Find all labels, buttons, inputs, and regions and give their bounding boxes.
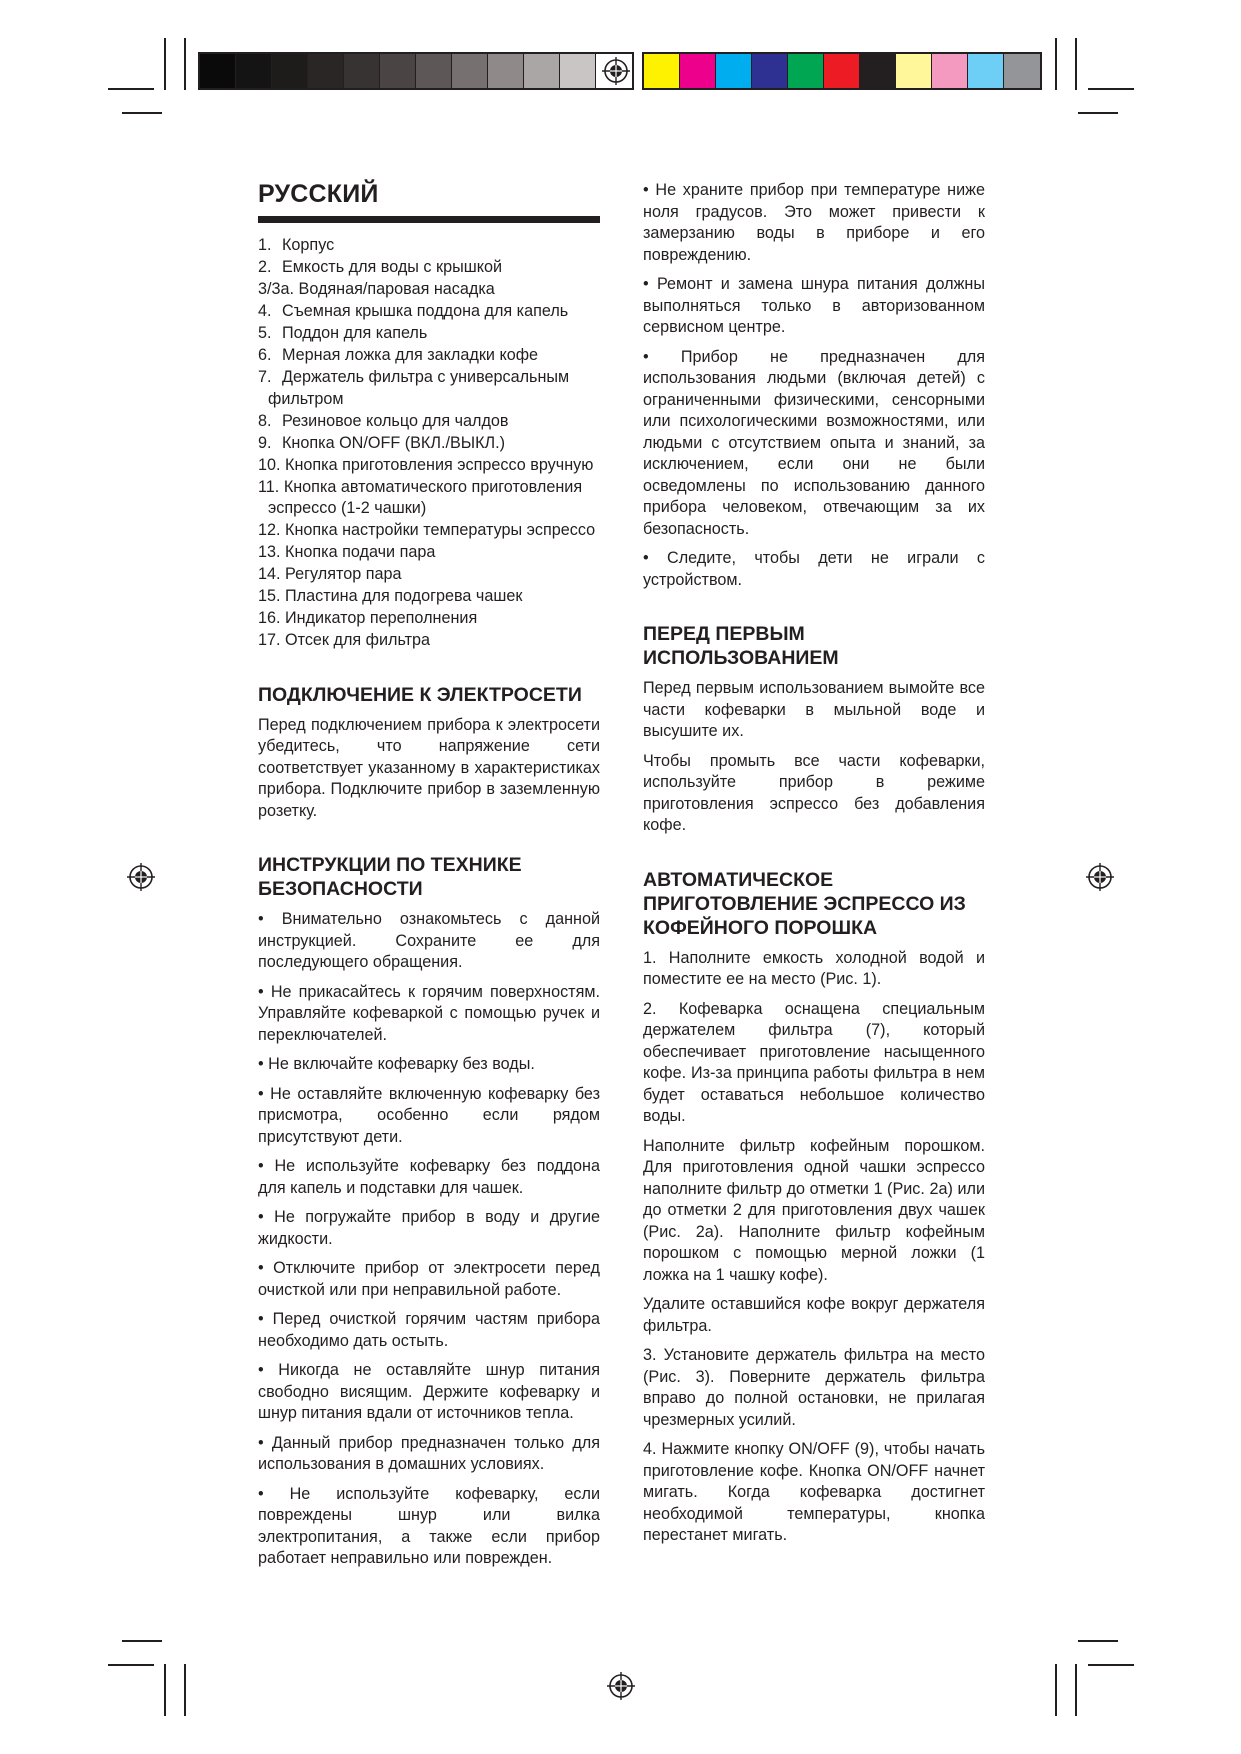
- color-swatch: [716, 54, 752, 88]
- safety-bullet: • Не погружайте прибор в воду и другие жидкости.: [258, 1207, 600, 1250]
- gray-swatch: [416, 54, 452, 88]
- first-use-heading: ПЕРЕД ПЕРВЫМ ИСПОЛЬЗОВАНИЕМ: [643, 623, 839, 669]
- parts-list-item: [258, 235, 600, 257]
- part-number: 8.: [258, 411, 276, 430]
- parts-list-item: [258, 301, 600, 323]
- parts-list-item: [258, 520, 600, 542]
- parts-list-item: [258, 608, 600, 630]
- part-number: 14.: [258, 565, 286, 583]
- part-number: 12.: [258, 521, 286, 539]
- parts-list-item: [258, 433, 600, 455]
- part-name: Мерная ложка для закладки кофе: [282, 346, 539, 364]
- page-title: РУССКИЙ: [258, 180, 379, 208]
- paragraph: 3. Установите держатель фильтра на место (Рис. 3). Поверните держатель фильтра вправо до полной остановки, не прилагая чрезмерных усилий.: [643, 1346, 985, 1429]
- parts-list-item: [258, 257, 600, 279]
- left-column: [258, 180, 600, 1578]
- paragraph: 1. Наполните емкость холодной водой и поместите ее на место (Рис. 1).: [643, 948, 985, 988]
- parts-list: [258, 235, 600, 652]
- part-number: 5.: [258, 324, 276, 342]
- gray-swatch: [344, 54, 380, 88]
- safety-bullet: • Не используйте кофеварку без поддона для капель и подставки для чашек.: [258, 1156, 600, 1199]
- part-name: Емкость для воды с крышкой: [282, 258, 503, 276]
- part-number: 3/3a.: [258, 280, 299, 298]
- gray-swatch: [488, 54, 524, 88]
- auto-espresso-text: [643, 948, 985, 1547]
- part-name-continued: эспрессо (1-2 чашки): [268, 499, 427, 517]
- part-number: 13.: [258, 543, 286, 561]
- gray-swatch: [272, 54, 308, 88]
- part-name: Поддон для капель: [282, 324, 428, 342]
- color-swatch: [932, 54, 968, 88]
- parts-list-item: [258, 411, 600, 433]
- paragraph: 4. Нажмите кнопку ON/OFF (9), чтобы начать приготовление кофе. Кнопка ON/OFF начнет мигать. Когда кофеварка достигнет необходимой температуры, кнопка перестанет мигать.: [643, 1440, 985, 1544]
- safety-bullet: • Не оставляйте включенную кофеварку без присмотра, особенно если рядом присутствуют дети.: [258, 1084, 600, 1149]
- parts-list-item: [258, 455, 600, 477]
- parts-list-item: [258, 586, 600, 608]
- registration-mark-icon: [602, 57, 630, 85]
- color-swatch: [860, 54, 896, 88]
- gray-swatch: [308, 54, 344, 88]
- part-number: 17.: [258, 631, 286, 649]
- part-name: Водяная/паровая насадка: [298, 280, 495, 298]
- part-number: 7.: [258, 368, 276, 386]
- color-swatch: [680, 54, 716, 88]
- parts-list-item: [258, 279, 600, 301]
- color-swatch: [968, 54, 1004, 88]
- connect-heading: ПОДКЛЮЧЕНИЕ К ЭЛЕКТРОСЕТИ: [258, 683, 582, 706]
- paragraph: Удалите оставшийся кофе вокруг держателя фильтра.: [643, 1295, 985, 1335]
- gray-swatch: [560, 54, 596, 88]
- part-name: Корпус: [282, 236, 335, 254]
- part-number: 11.: [258, 477, 284, 496]
- color-scale-bar: [642, 52, 1042, 90]
- registration-mark-icon: [127, 863, 155, 891]
- safety-bullet: • Никогда не оставляйте шнур питания свободно висящим. Держите кофеварку и шнур питания вдали от источников тепла.: [258, 1360, 600, 1425]
- paragraph: Перед первым использованием вымойте все части кофеварки в мыльной воде и высушите их.: [643, 679, 985, 740]
- title-underline: [258, 216, 600, 223]
- part-name: Регулятор пара: [285, 565, 402, 583]
- gray-swatch: [380, 54, 416, 88]
- safety-bullet: • Перед очисткой горячим частям прибора необходимо дать остыть.: [258, 1309, 600, 1352]
- part-number: 16.: [258, 609, 286, 627]
- auto-espresso-heading: АВТОМАТИЧЕСКОЕ ПРИГОТОВЛЕНИЕ ЭСПРЕССО ИЗ КОФЕЙНОГО ПОРОШКА: [643, 868, 966, 939]
- part-name: Резиновое кольцо для чалдов: [282, 411, 509, 430]
- gray-swatch: [236, 54, 272, 88]
- parts-list-item: [258, 323, 600, 345]
- color-swatch: [752, 54, 788, 88]
- safety-bullet: • Внимательно ознакомьтесь с данной инструкцией. Сохраните ее для последующего обращения.: [258, 909, 600, 974]
- part-name-continued: фильтром: [268, 389, 344, 408]
- paragraph: Наполните фильтр кофейным порошком. Для приготовления одной чашки эспрессо наполните фильтр до отметки 1 (Рис. 2a) или до отметки 2 для приготовления двух чашек (Рис. 2a). Наполните фильтр кофейным порошком с помощью мерной ложки (1 ложка на 1 чашку кофе).: [643, 1136, 985, 1284]
- part-number: 4.: [258, 302, 276, 320]
- safety-bullet: • Не используйте кофеварку, если повреждены шнур или вилка электропитания, а также если прибор работает неправильно или поврежден.: [258, 1484, 600, 1570]
- part-name: Кнопка настройки температуры эспрессо: [285, 521, 596, 539]
- part-name: Кнопка ON/OFF (ВКЛ./ВЫКЛ.): [282, 433, 506, 452]
- part-name: Держатель фильтра с универсальным: [282, 368, 570, 386]
- safety-bullet: • Отключите прибор от электросети перед очисткой или при неправильной работе.: [258, 1258, 600, 1301]
- safety-bullets-continued: [643, 180, 985, 591]
- part-number: 6.: [258, 346, 276, 364]
- safety-bullet: • Не включайте кофеварку без воды.: [258, 1054, 600, 1076]
- part-number: 2.: [258, 258, 276, 276]
- safety-bullet: • Не прикасайтесь к горячим поверхностям. Управляйте кофеваркой с помощью ручек и переключателей.: [258, 982, 600, 1047]
- paragraph: 2. Кофеварка оснащена специальным держателем фильтра (7), который обеспечивает приготовление насыщенного кофе. Из-за принципа работы фильтра в нем будет оставаться небольшое количество воды.: [643, 999, 985, 1125]
- parts-list-item: [258, 367, 600, 410]
- part-name: Пластина для подогрева чашек: [285, 587, 523, 605]
- part-number: 10.: [258, 455, 286, 474]
- safety-heading: ИНСТРУКЦИИ ПО ТЕХНИКЕ БЕЗОПАСНОСТИ: [258, 854, 522, 900]
- parts-list-item: [258, 542, 600, 564]
- safety-bullets: [258, 909, 600, 1570]
- part-name: Кнопка приготовления эспрессо вручную: [285, 455, 594, 474]
- gray-swatch: [524, 54, 560, 88]
- parts-list-item: [258, 630, 600, 652]
- connect-text: Перед подключением прибора к электросети убедитесь, что напряжение сети соответствует указанному в характеристиках прибора. Подключите прибор в заземленную розетку.: [258, 715, 600, 820]
- safety-bullet: • Не храните прибор при температуре ниже ноля градусов. Это может привести к замерзанию воды в приборе и его повреждению.: [643, 180, 985, 266]
- color-swatch: [788, 54, 824, 88]
- part-name: Кнопка подачи пара: [285, 543, 436, 561]
- safety-bullet: • Прибор не предназначен для использования людьми (включая детей) с ограниченными физическими, сенсорными или психологическими возможностями, или людьми с отсутствием опыта и знаний, за исключением, если они не были осведомлены по использованию данного прибора человеком, отвечающим за их безопасность.: [643, 347, 985, 541]
- safety-bullet: • Следите, чтобы дети не играли с устройством.: [643, 548, 985, 591]
- gray-scale-bar: [198, 52, 634, 90]
- safety-bullet: • Данный прибор предназначен только для использования в домашних условиях.: [258, 1433, 600, 1476]
- gray-swatch: [200, 54, 236, 88]
- part-name: Кнопка автоматического приготовления: [283, 477, 583, 496]
- color-swatch: [824, 54, 860, 88]
- safety-bullet: • Ремонт и замена шнура питания должны выполняться только в авторизованном сервисном центре.: [643, 274, 985, 339]
- color-swatch: [644, 54, 680, 88]
- parts-list-item: [258, 477, 600, 520]
- parts-list-item: [258, 564, 600, 586]
- registration-mark-icon: [607, 1672, 635, 1700]
- part-name: Съемная крышка поддона для капель: [282, 302, 569, 320]
- part-name: Индикатор переполнения: [285, 609, 478, 627]
- right-column: [643, 180, 985, 1555]
- part-number: 9.: [258, 433, 276, 452]
- registration-mark-icon: [1086, 863, 1114, 891]
- paragraph: Чтобы промыть все части кофеварки, используйте прибор в режиме приготовления эспрессо без добавления кофе.: [643, 751, 985, 834]
- first-use-text: [643, 678, 985, 837]
- parts-list-item: [258, 345, 600, 367]
- part-number: 15.: [258, 587, 286, 605]
- part-number: 1.: [258, 236, 276, 254]
- color-swatch: [896, 54, 932, 88]
- part-name: Отсек для фильтра: [285, 631, 431, 649]
- gray-swatch: [452, 54, 488, 88]
- color-swatch: [1004, 54, 1040, 88]
